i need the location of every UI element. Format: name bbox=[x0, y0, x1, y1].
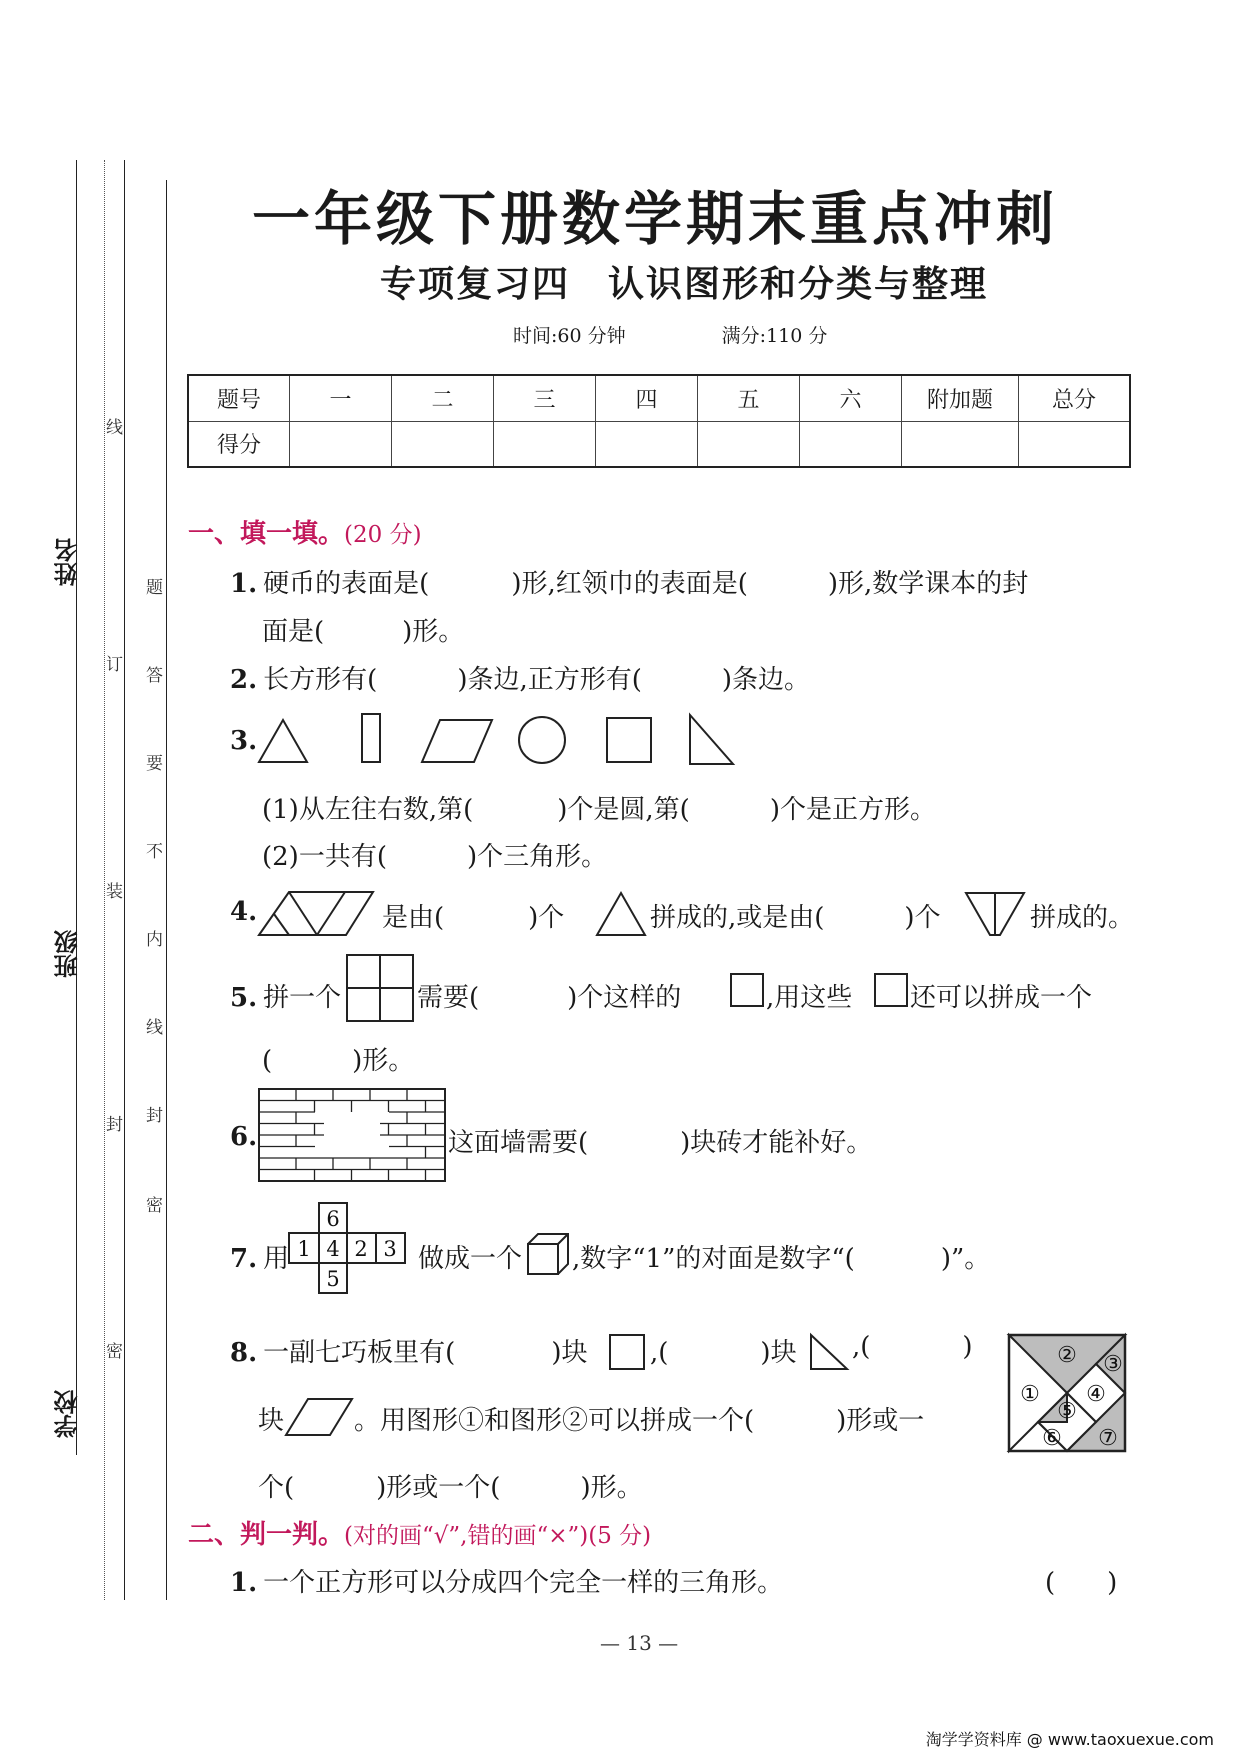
question-4-text-c: 拼成的。 bbox=[1030, 903, 1135, 933]
binding-mark: 封 bbox=[142, 1106, 162, 1123]
question-4-text-b: 拼成的,或是由( )个 bbox=[650, 903, 941, 933]
question-7-text-b: ,数字“1”的对面是数字“( )”。 bbox=[572, 1244, 991, 1274]
class-label: 班级 bbox=[54, 930, 82, 978]
binding-mark: 订 bbox=[102, 655, 122, 672]
question-7: 7. 用 bbox=[230, 1244, 290, 1274]
question-4: 4. bbox=[230, 897, 258, 927]
table-header-cell: 题号 bbox=[188, 375, 290, 421]
watermark-text: 淘学学资料库 @ www.taoxuexue.com bbox=[925, 1730, 1214, 1749]
answer-paren[interactable]: ( ) bbox=[1045, 1568, 1118, 1598]
binding-mark: 答 bbox=[142, 666, 162, 683]
binding-mark: 密 bbox=[142, 1196, 162, 1213]
time-limit: 时间:60 分钟 bbox=[513, 325, 626, 347]
net-number: 6 bbox=[326, 1207, 340, 1231]
tangram-label: ④ bbox=[1086, 1382, 1106, 1407]
question-8-line2b: 。用图形①和图形②可以拼成一个( )形或一 bbox=[354, 1406, 925, 1436]
question-1: 1. 硬币的表面是( )形,红领巾的表面是( )形,数学课本的封 bbox=[230, 569, 1029, 599]
question-4-text-a: 是由( )个 bbox=[382, 903, 565, 933]
binding-mark: 要 bbox=[142, 754, 162, 771]
question-8-line2a: 块 bbox=[258, 1406, 285, 1436]
question-5: 5. 拼一个 bbox=[230, 983, 342, 1013]
question-8: 8. 一副七巧板里有( )块 bbox=[230, 1338, 588, 1368]
judge-question-1: 1. 一个正方形可以分成四个完全一样的三角形。 bbox=[230, 1568, 784, 1598]
tangram-label: ⑦ bbox=[1098, 1426, 1118, 1451]
binding-mark: 内 bbox=[142, 930, 162, 947]
full-score: 满分:110 分 bbox=[721, 325, 828, 347]
question-8-line3: 个( )形或一个( )形。 bbox=[258, 1473, 643, 1503]
question-8-text-b: ,( ) bbox=[852, 1332, 973, 1362]
tangram-label: ③ bbox=[1103, 1352, 1123, 1377]
tangram-label: ⑥ bbox=[1042, 1426, 1062, 1451]
question-3-sub1: (1)从左往右数,第( )个是圆,第( )个是正方形。 bbox=[262, 795, 936, 825]
table-header-cell: 附加题 bbox=[902, 375, 1019, 421]
section-title: 二、判一判。 bbox=[188, 1520, 345, 1550]
table-header-cell: 三 bbox=[494, 375, 596, 421]
question-1-line2: 面是( )形。 bbox=[262, 617, 465, 647]
binding-mark: 密 bbox=[102, 1342, 122, 1359]
binding-mark: 线 bbox=[142, 1018, 162, 1035]
school-label: 学校 bbox=[54, 1390, 82, 1438]
table-header-cell: 总分 bbox=[1019, 375, 1131, 421]
section-heading bbox=[188, 1514, 651, 1551]
binding-mark: 装 bbox=[102, 882, 122, 899]
net-number: 1 bbox=[297, 1237, 311, 1261]
table-row-label: 得分 bbox=[188, 421, 290, 467]
table-header-cell: 四 bbox=[596, 375, 698, 421]
page-subtitle: 专项复习四 认识图形和分类与整理 bbox=[380, 264, 989, 305]
question-3-sub2: (2)一共有( )个三角形。 bbox=[262, 842, 608, 872]
question-5-text-c: 还可以拼成一个 bbox=[910, 983, 1093, 1013]
question-6-text: 这面墙需要( )块砖才能补好。 bbox=[448, 1128, 873, 1158]
net-number: 2 bbox=[354, 1237, 368, 1261]
question-5-text-b: ,用这些 bbox=[766, 983, 853, 1013]
table-header-cell: 五 bbox=[698, 375, 800, 421]
question-2: 2. 长方形有( )条边,正方形有( )条边。 bbox=[230, 665, 811, 695]
binding-mark: 题 bbox=[142, 578, 162, 595]
question-3: 3. bbox=[230, 726, 258, 756]
question-7-text-a: 做成一个 bbox=[418, 1244, 523, 1274]
question-6: 6. bbox=[230, 1122, 258, 1152]
section-points: (20 分) bbox=[344, 522, 422, 548]
name-label: 姓名 bbox=[54, 538, 82, 586]
net-number: 4 bbox=[326, 1237, 340, 1261]
binding-mark: 不 bbox=[142, 842, 162, 859]
net-number: 3 bbox=[383, 1237, 397, 1261]
page-title: 一年级下册数学期末重点冲刺 bbox=[251, 185, 1058, 253]
page-number: — 13 — bbox=[600, 1631, 679, 1655]
net-number: 5 bbox=[326, 1267, 340, 1291]
table-header-cell: 一 bbox=[290, 375, 392, 421]
question-5-text-a: 需要( )个这样的 bbox=[417, 983, 682, 1013]
binding-mark: 封 bbox=[102, 1115, 122, 1132]
section-title: 一、填一填。 bbox=[188, 519, 345, 549]
tangram-label: ⑤ bbox=[1057, 1399, 1077, 1424]
question-5-line2: ( )形。 bbox=[262, 1046, 415, 1076]
table-header-cell: 二 bbox=[392, 375, 494, 421]
table-header-cell: 六 bbox=[800, 375, 902, 421]
binding-mark: 线 bbox=[102, 418, 122, 435]
section-points: (对的画“√”,错的画“×”)(5 分) bbox=[344, 1523, 652, 1549]
tangram-label: ② bbox=[1057, 1343, 1077, 1368]
question-8-text-a: ,( )块 bbox=[650, 1338, 797, 1368]
tangram-label: ① bbox=[1020, 1382, 1040, 1407]
